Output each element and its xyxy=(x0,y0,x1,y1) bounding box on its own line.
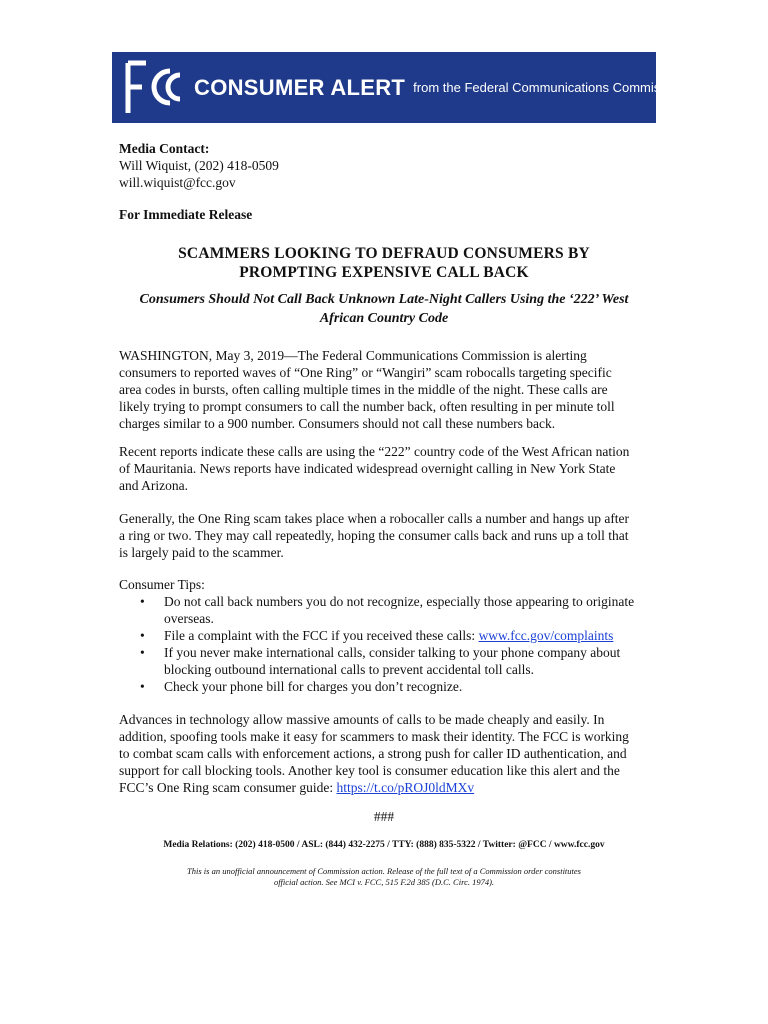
paragraph-4 xyxy=(119,711,659,796)
paragraph-4-line: addition, spoofing tools make it easy for scammers to mask their identity. The FCC is working xyxy=(119,729,629,744)
end-mark: ### xyxy=(373,809,395,824)
consumer-tips-list xyxy=(140,593,660,695)
fcc-logo-icon xyxy=(122,57,190,119)
media-contact-email: will.wiquist@fcc.gov xyxy=(119,175,236,190)
bullet-icon: • xyxy=(140,645,145,660)
paragraph-2-line: of Mauritania. News reports have indicated widespread overnight calling in New York State xyxy=(119,461,616,476)
paragraph-2-line: Recent reports indicate these calls are using the “222” country code of the West African nation xyxy=(119,444,630,459)
subheadline-line-2: African Country Code xyxy=(319,311,449,326)
paragraph-1-line: WASHINGTON, May 3, 2019—The Federal Communications Commission is alerting xyxy=(119,348,587,363)
headline-line-2: PROMPTING EXPENSIVE CALL BACK xyxy=(239,264,529,281)
paragraph-3-line: Generally, the One Ring scam takes place when a robocaller calls a number and hangs up after xyxy=(119,511,630,526)
media-contact-heading: Media Contact: xyxy=(119,141,210,156)
paragraph-1-line: area codes in bursts, often calling multiple times in the middle of the night. These calls are xyxy=(119,382,608,397)
bullet-icon: • xyxy=(140,679,145,694)
tip-text-line: Do not call back numbers you do not recognize, especially those appearing to originate xyxy=(164,594,635,609)
tip-item xyxy=(140,627,660,644)
media-relations-footer: Media Relations: (202) 418-0500 / ASL: (844) 432-2275 / TTY: (888) 835-5322 / Twitter: @FCC / www.fcc.gov xyxy=(163,840,605,850)
consumer-alert-label: CONSUMER ALERT xyxy=(194,74,406,100)
tip-text-line: blocking outbound international calls to prevent accidental toll calls. xyxy=(164,662,535,677)
tip-text-line: Check your phone bill for charges you don’t recognize. xyxy=(164,679,463,694)
tip-item xyxy=(140,644,660,678)
tip-text-line: overseas. xyxy=(164,611,214,626)
disclaimer xyxy=(112,866,656,888)
bullet-icon: • xyxy=(140,628,145,643)
tip-text-line: If you never make international calls, consider talking to your phone company about xyxy=(164,645,621,660)
paragraph-1-line: charges similar to a 900 number. Consumers should not call these numbers back. xyxy=(119,416,556,431)
tip-text: File a complaint with the FCC if you received these calls: xyxy=(164,628,479,643)
paragraph-3 xyxy=(119,510,659,561)
consumer-tips-heading: Consumer Tips: xyxy=(119,577,205,592)
media-contact-name-phone: Will Wiquist, (202) 418-0509 xyxy=(119,158,279,173)
paragraph-1 xyxy=(119,347,659,432)
one-ring-guide-link[interactable]: https://t.co/pROJ0ldMXv xyxy=(336,780,475,795)
subheadline-line-1: Consumers Should Not Call Back Unknown Late-Night Callers Using the ‘222’ West xyxy=(139,292,629,307)
banner-from-text: from the Federal Communications Commission xyxy=(413,80,685,95)
release-label: For Immediate Release xyxy=(119,207,253,222)
complaints-link[interactable]: www.fcc.gov/complaints xyxy=(478,628,614,643)
bullet-icon: • xyxy=(140,594,145,609)
paragraph-1-line: consumers to reported waves of “One Ring” or “Wangiri” scam robocalls targeting specific xyxy=(119,365,612,380)
headline-line-1: SCAMMERS LOOKING TO DEFRAUD CONSUMERS BY xyxy=(178,245,590,262)
disclaimer-line: This is an unofficial announcement of Commission action. Release of the full text of a Commission order constitutes xyxy=(187,866,581,876)
paragraph-4-line: support for call blocking tools. Another key tool is consumer education like this alert and the xyxy=(119,763,620,778)
paragraph-2-line: and Arizona. xyxy=(119,478,188,493)
tip-item xyxy=(140,593,660,627)
disclaimer-line: official action. See MCI v. FCC, 515 F.2d 385 (D.C. Circ. 1974). xyxy=(273,877,495,887)
paragraph-4-line: to combat scam calls with enforcement actions, a strong push for caller ID authentication, and xyxy=(119,746,627,761)
paragraph-2 xyxy=(119,443,659,494)
paragraph-4-line: Advances in technology allow massive amounts of calls to be made cheaply and easily. In xyxy=(119,712,605,727)
paragraph-1-line: likely trying to prompt consumers to call the number back, often resulting in per minute toll xyxy=(119,399,615,414)
tip-item xyxy=(140,678,660,695)
consumer-alert-banner xyxy=(112,52,685,123)
paragraph-4-line: FCC’s One Ring scam consumer guide: xyxy=(119,780,337,795)
paragraph-3-line: a ring or two. They may call repeatedly, hoping the consumer calls back and runs up a toll that xyxy=(119,528,629,543)
paragraph-3-line: is largely paid to the scammer. xyxy=(119,545,284,560)
